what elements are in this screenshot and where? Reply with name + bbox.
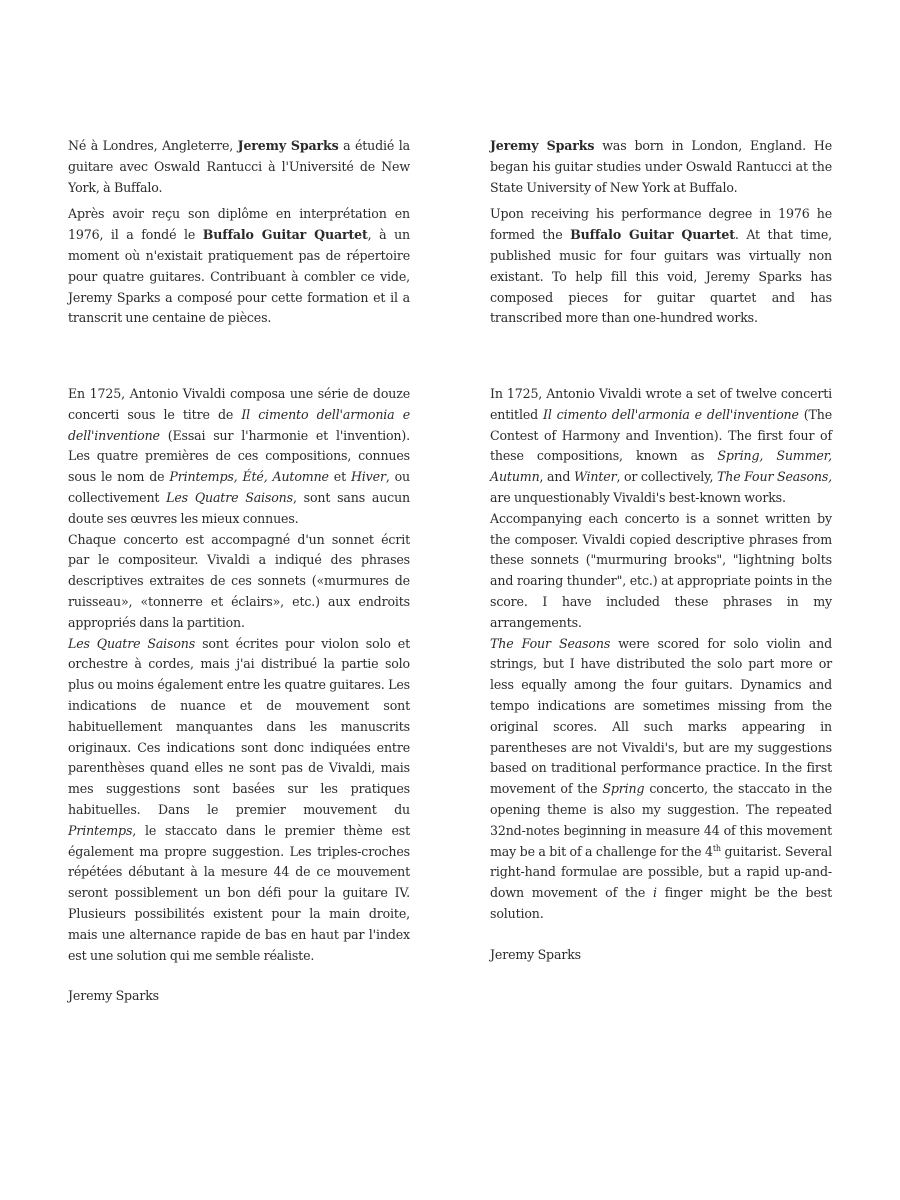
en-bio-paragraph-1	[490, 136, 832, 198]
fr-notes-text: , le staccato dans le premier thème est également ma propre suggestion. Les triples-croches répétées débutant à la mesure 44 de ce mouvement seront possiblement un bon défi pour la guitare IV. Plusieurs possibilités existent pour la main droite, mais une alternance rapide de bas en haut par l'index est une solution qui me semble réaliste.	[68, 822, 410, 963]
en-notes-text: finger might be the best solution.	[490, 885, 832, 921]
en-notes-text: guitarist. Several right-hand formulae are possible, but a rapid up-and-down movement of the	[490, 843, 832, 901]
en-notes-text: are unquestionably Vivaldi's best-known works.	[490, 489, 786, 505]
en-notes-text: , or collectively,	[616, 469, 717, 485]
fr-notes-text: (Essai sur l'harmonie et l'invention). Les quatre premières de ces compositions, connues sous le nom de	[68, 427, 410, 485]
french-program-notes	[68, 384, 410, 1007]
en-notes-text: were scored for solo violin and strings, but I have distributed the solo part more or less equally among the four guitars. Dynamics and tempo indications are sometimes missing from the original scores. All such marks appearing in parentheses are not Vivaldi's, but are my suggestions based on traditional performance practice. In the first movement of the	[490, 635, 832, 797]
english-program-notes	[490, 384, 832, 966]
fr-bio-paragraph-1	[68, 136, 410, 198]
season-title: Spring	[602, 781, 645, 797]
fr-bio-paragraph-2	[68, 204, 410, 329]
en-notes-text: , and	[539, 469, 574, 485]
season-titles: Spring, Summer, Autumn	[490, 448, 833, 485]
fr-notes-paragraph-1	[68, 384, 410, 530]
finger-letter: i	[653, 885, 657, 901]
fr-notes-paragraph-2: Chaque concerto est accompagné d'un sonnet écrit par le compositeur. Vivaldi a indiqué des phrases descriptives extraites de ces sonnets («murmures de ruisseau», «tonnerre et éclairs», etc.) aux endroits appropriés dans la partition.	[68, 531, 410, 630]
composer-name: Jeremy Sparks	[237, 138, 339, 153]
french-biography	[68, 136, 410, 329]
english-biography	[490, 136, 832, 329]
work-title: Les Quatre Saisons	[68, 635, 196, 651]
work-title: Il cimento dell'armonia e dell'inventione	[68, 406, 410, 443]
ensemble-name: Buffalo Guitar Quartet	[202, 227, 368, 243]
composer-name: Jeremy Sparks	[490, 138, 595, 153]
fr-bio-text: Après avoir reçu son diplôme en interprétation en 1976, il a fondé le	[68, 206, 410, 243]
season-title: Printemps	[68, 822, 133, 838]
work-title: Il cimento dell'armonia e dell'inventione	[543, 406, 799, 422]
en-notes-text: In 1725, Antonio Vivaldi wrote a set of twelve concerti entitled	[490, 386, 832, 422]
fr-notes-text: , sont sans aucun doute ses œuvres les mieux connues.	[68, 489, 410, 526]
fr-bio-text: , à un moment où n'existait pratiquement pas de répertoire pour quatre guitares. Contribuant à combler ce vide, Jeremy Sparks a composé pour cette formation et il a transcrit une centaine de pièces.	[68, 227, 411, 326]
en-signature: Jeremy Sparks	[490, 946, 581, 962]
fr-notes-text: et	[328, 469, 351, 485]
en-bio-text: . At that time, published music for four guitars was virtually non existant. To help fill this void, Jeremy Sparks has composed pieces for guitar quartet and has transcribed more than one-hundred works.	[490, 227, 832, 326]
en-notes-text: concerto, the staccato in the opening theme is also my suggestion. The repeated 32nd-notes beginning in measure 44 of this movement may be a bit of a challenge for the 4	[490, 781, 833, 859]
fr-notes-paragraph-3	[68, 634, 410, 967]
en-bio-text: was born in London, England. He began his guitar studies under Oswald Rantucci at the State University of New York at Buffalo.	[490, 138, 833, 195]
fr-notes-text: En 1725, Antonio Vivaldi composa une série de douze concerti sous le titre de	[68, 386, 410, 422]
work-title: The Four Seasons,	[716, 469, 832, 485]
season-title: Winter	[573, 469, 617, 485]
season-title: Hiver	[350, 469, 386, 485]
en-notes-paragraph-2: Accompanying each concerto is a sonnet written by the composer. Vivaldi copied descriptive phrases from these sonnets ("murmuring brooks", "lightning bolts and roaring thunder", etc.) at appropriate points in the score. I have included these phrases in my arrangements.	[490, 510, 832, 630]
ordinal-suffix: th	[712, 843, 721, 853]
fr-signature: Jeremy Sparks	[68, 988, 159, 1004]
fr-bio-text: a étudié la guitare avec Oswald Rantucci à l'Université de New York, à Buffalo.	[68, 138, 410, 195]
work-title: Les Quatre Saisons	[166, 489, 293, 505]
work-title: The Four Seasons	[490, 635, 611, 651]
en-notes-paragraph-3	[490, 634, 832, 925]
en-notes-paragraph-1	[490, 384, 832, 509]
en-bio-paragraph-2	[490, 204, 832, 329]
en-bio-text: Upon receiving his performance degree in 1976 he formed the	[490, 206, 832, 243]
fr-bio-text: Né à Londres, Angleterre,	[68, 138, 238, 153]
en-notes-text: (The Contest of Harmony and Invention). The first four of these compositions, known as	[490, 406, 833, 464]
fr-notes-text: sont écrites pour violon solo et orchestre à cordes, mais j'ai distribué la partie solo plus ou moins également entre les quatre guitares. Les indications de nuance et de mouvement sont habituellement manquantes dans les manuscrits originaux. Ces indications sont donc indiquées entre parenthèses quand elles ne sont pas de Vivaldi, mais mes suggestions sont basées sur les pratiques habituelles. Dans le premier mouvement du	[68, 635, 411, 817]
ensemble-name: Buffalo Guitar Quartet	[570, 227, 735, 243]
season-titles: Printemps, Été, Automne	[169, 469, 329, 485]
fr-notes-text: , ou collectivement	[68, 469, 411, 505]
